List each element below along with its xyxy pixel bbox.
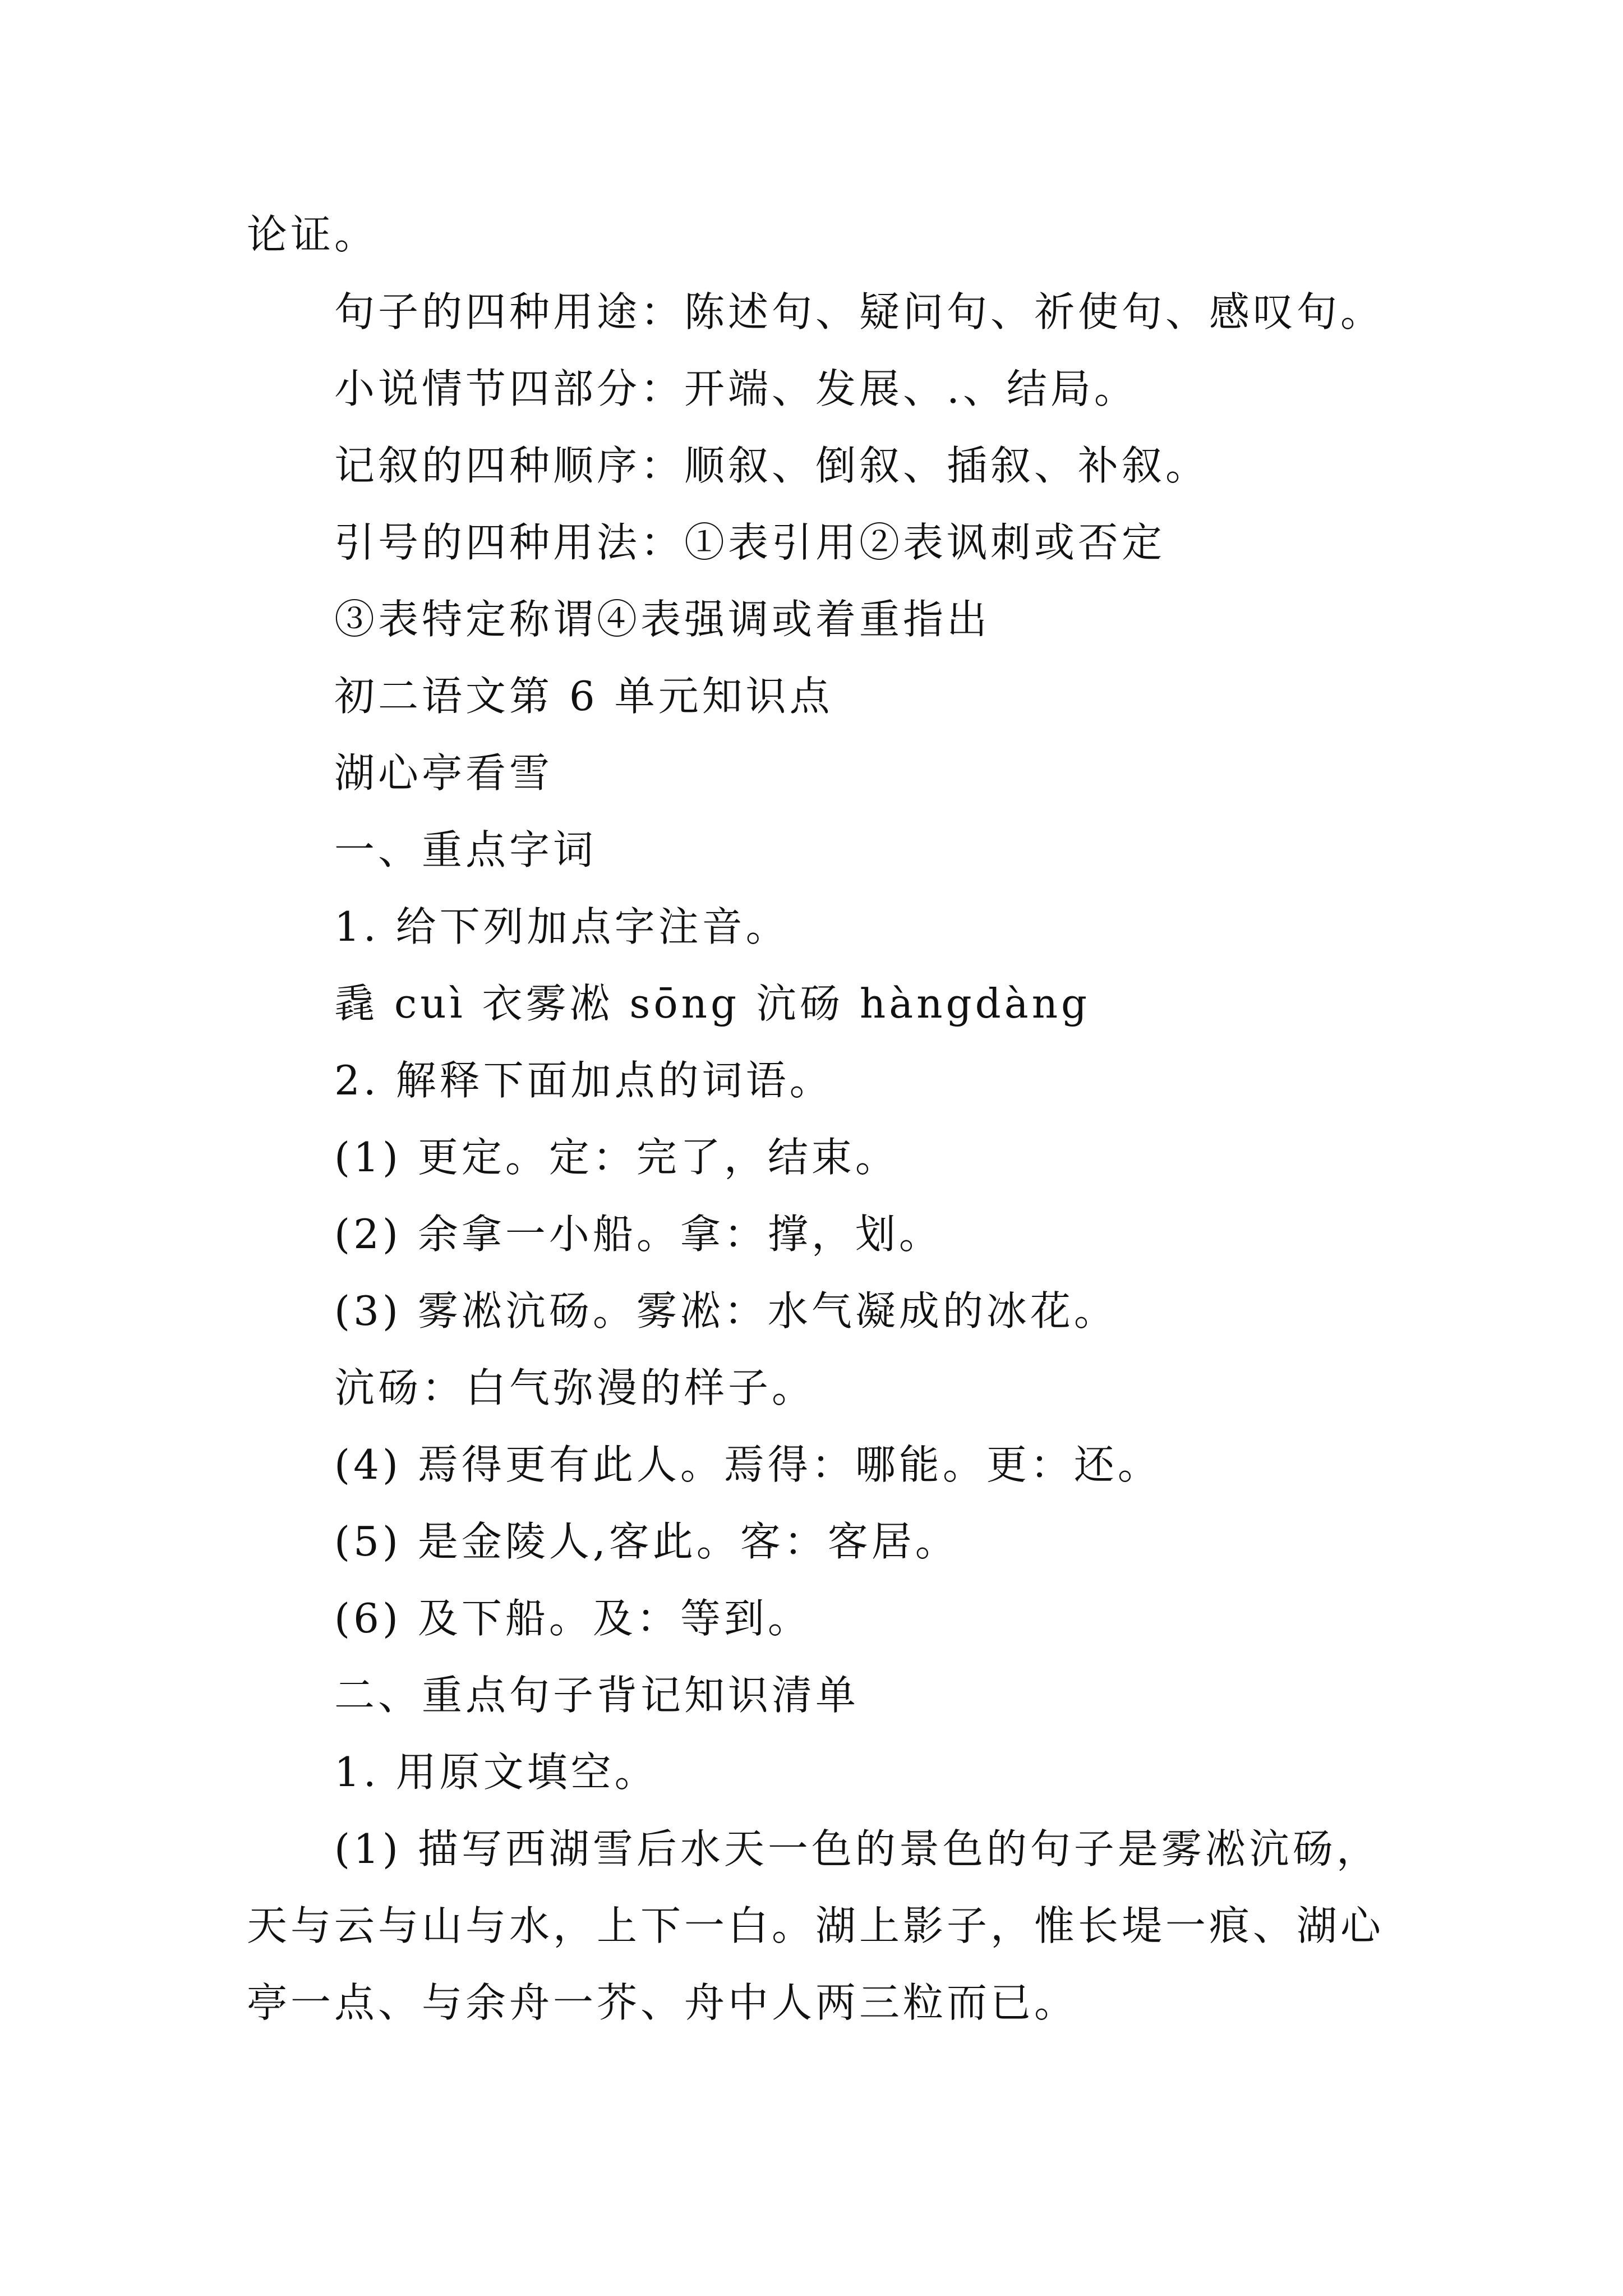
text-line-23: 天与云与山与水，上下一白。湖上影子，惟长堤一痕、湖心 [247,1902,1385,1949]
text-line-20: 二、重点句子背记知识清单 [334,1672,860,1719]
text-line-22: (1) 描写西湖雪后水天一色的景色的句子是雾凇沆砀， [334,1825,1380,1872]
text-line-19: (6) 及下船。及：等到。 [334,1595,811,1642]
text-line-18: (5) 是金陵人,客此。客：客居。 [334,1518,959,1565]
text-line-17: (4) 焉得更有此人。焉得：哪能。更：还。 [334,1441,1161,1488]
text-line-24: 亭一点、与余舟一芥、舟中人两三粒而已。 [247,1979,1078,2026]
text-line-8: 湖心亭看雪 [334,749,554,797]
text-line-11: 毳 cuì 衣雾凇 sōng 沆砀 hàngdàng [334,980,1091,1027]
text-line-6: ③表特定称谓④表强调或着重指出 [334,596,991,643]
text-line-2: 句子的四种用途：陈述句、疑问句、祈使句、感叹句。 [334,288,1385,335]
text-line-12: 2. 解释下面加点的词语。 [334,1057,833,1104]
text-line-3: 小说情节四部分：开端、发展、.、结局。 [334,365,1138,412]
text-line-16: 沆砀：白气弥漫的样子。 [334,1364,816,1411]
text-line-9: 一、重点字词 [334,826,597,873]
text-line-10: 1. 给下列加点字注音。 [334,903,790,950]
text-line-7: 初二语文第 6 单元知识点 [334,673,833,720]
text-line-1: 论证。 [247,211,379,258]
text-line-15: (3) 雾凇沆砀。雾凇：水气凝成的冰花。 [334,1287,1118,1335]
text-line-4: 记叙的四种顺序：顺叙、倒叙、插叙、补叙。 [334,442,1210,489]
text-line-5: 引号的四种用法：①表引用②表讽刺或否定 [334,519,1166,566]
text-line-13: (1) 更定。定：完了，结束。 [334,1134,899,1181]
text-line-21: 1. 用原文填空。 [334,1749,658,1796]
text-line-14: (2) 余拿一小船。拿：撑，划。 [334,1211,943,1258]
